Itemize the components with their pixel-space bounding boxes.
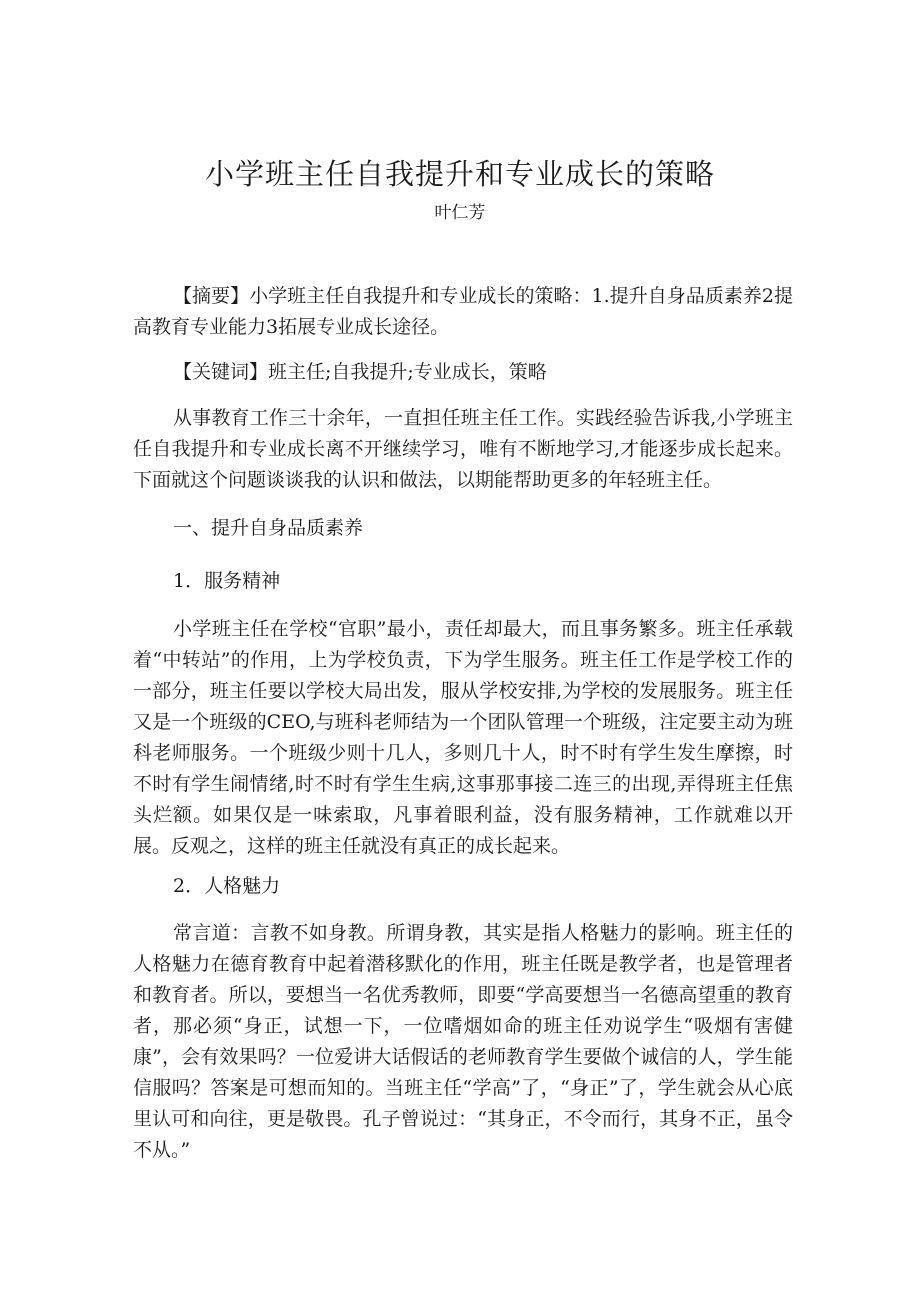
abstract-paragraph: 【摘要】小学班主任自我提升和专业成长的策略：1.提升自身品质素养2提高教育专业能力3拓展专业成长途径。: [133, 285, 793, 338]
subsection-1-paragraph: 小学班主任在学校“官职”最小，责任却最大，而且事务繁多。班主任承载着“中转站”的作用，上为学校负责，下为学生服务。班主任工作是学校工作的一部分，班主任要以学校大局出发，服从学校安排,为学校的发展服务。班主任又是一个班级的CEO,与班科老师结为一个团队管理一个班级，注定要主动为班科老师服务。一个班级少则十几人，多则几十人，时不时有学生发生摩擦，时不时有学生闹情绪,时不时有学生生病,这事那事接二连三的出现,弄得班主任焦头烂额。如果仅是一味索取，凡事着眼利益，没有服务精神，工作就难以开展。反观之，这样的班主任就没有真正的成长起来。: [133, 618, 793, 857]
document-title: 小学班主任自我提升和专业成长的策略: [204, 157, 715, 191]
intro-paragraph: 从事教育工作三十余年，一直担任班主任工作。实践经验告诉我,小学班主任自我提升和专业成长离不开继续学习，唯有不断地学习,才能逐步成长起来。下面就这个问题谈谈我的认识和做法，以期能帮助更多的年轻班主任。: [133, 407, 793, 491]
subsection-heading-1: 1．服务精神: [173, 570, 281, 592]
document-author: 叶仁芳: [434, 203, 486, 223]
subsection-heading-2: 2．人格魅力: [173, 875, 281, 897]
keywords-paragraph: 【关键词】班主任;自我提升;专业成长，策略: [173, 361, 547, 383]
section-heading-1: 一、提升自身品质素养: [173, 517, 364, 539]
subsection-2-paragraph: 常言道：言教不如身教。所谓身教，其实是指人格魅力的影响。班主任的人格魅力在德育教育中起着潜移默化的作用，班主任既是教学者，也是管理者和教育者。所以，要想当一名优秀教师，即要“学高要想当一名德高望重的教育者，那必须“身正，试想一下，一位嗜烟如命的班主任劝说学生“吸烟有害健康”，会有效果吗？一位爱讲大话假话的老师教育学生要做个诚信的人，学生能信服吗？答案是可想而知的。当班主任“学高”了，“身正”了，学生就会从心底里认可和向往，更是敬畏。孔子曾说过：“其身正，不令而行，其身不正，虽令不从。”: [133, 922, 793, 1161]
